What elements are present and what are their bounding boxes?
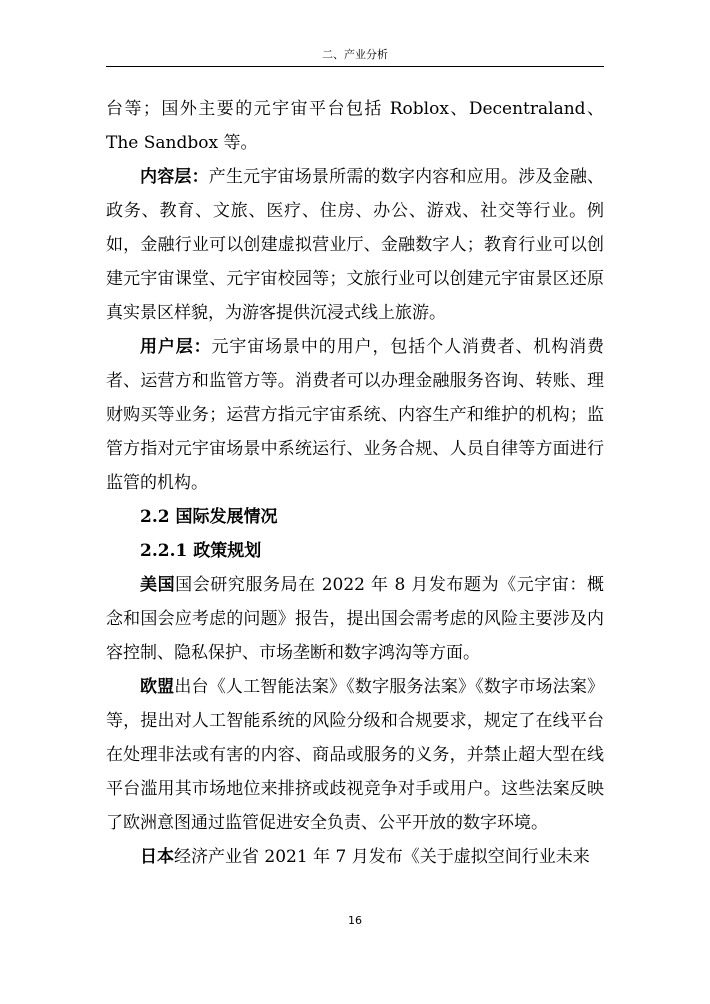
content-layer-paragraph bbox=[106, 160, 604, 330]
section-heading-2-2: 2.2 国际发展情况 bbox=[140, 507, 278, 527]
user-layer-term: 用户层： bbox=[140, 337, 212, 357]
content-layer-term: 内容层： bbox=[140, 167, 209, 187]
user-layer-paragraph bbox=[106, 330, 604, 500]
content-layer-text: 产生元宇宙场景所需的数字内容和应用。涉及金融、政务、教育、文旅、医疗、住房、办公、游戏、社交等行业。例如，金融行业可以创建虚拟营业厅、金融数字人；教育行业可以创建元宇宙课堂、元宇宙校园等；文旅行业可以创建元宇宙景区还原真实景区样貌，为游客提供沉浸式线上旅游。 bbox=[106, 167, 605, 323]
japan-term: 日本 bbox=[140, 847, 174, 867]
usa-text: 国会研究服务局在 2022 年 8 月发布题为《元宇宙：概念和国会应考虑的问题》报告，提出国会需考虑的风险主要涉及内容控制、隐私保护、市场垄断和数字鸿沟等方面。 bbox=[106, 575, 605, 663]
page-number: 16 bbox=[348, 914, 362, 927]
user-layer-text: 元宇宙场景中的用户，包括个人消费者、机构消费者、运营方和监管方等。消费者可以办理金融服务咨询、转账、理财购买等业务；运营方指元宇宙系统、内容生产和维护的机构；监管方指对元宇宙场景中系统运行、业务合规、人员自律等方面进行监管的机构。 bbox=[106, 337, 605, 493]
header-rule bbox=[106, 66, 604, 67]
japan-text: 经济产业省 2021 年 7 月发布《关于虚拟空间行业未来 bbox=[174, 847, 590, 867]
page-header: 二、产业分析 bbox=[322, 48, 388, 61]
section-heading-2-2-1: 2.2.1 政策规划 bbox=[140, 541, 262, 561]
japan-paragraph bbox=[106, 840, 604, 874]
intro-paragraph: 台等；国外主要的元宇宙平台包括 Roblox、Decentraland、The Sandbox 等。 bbox=[106, 99, 604, 153]
usa-paragraph bbox=[106, 568, 604, 670]
page-body bbox=[106, 92, 604, 874]
eu-paragraph bbox=[106, 670, 604, 840]
eu-term: 欧盟 bbox=[140, 677, 175, 697]
usa-term: 美国 bbox=[140, 575, 176, 595]
eu-text: 出台《人工智能法案》《数字服务法案》《数字市场法案》等，提出对人工智能系统的风险分级和合规要求，规定了在线平台在处理非法或有害的内容、商品或服务的义务，并禁止超大型在线平台滥用其市场地位来排挤或歧视竞争对手或用户。这些法案反映了欧洲意图通过监管促进安全负责、公平开放的数字环境。 bbox=[106, 677, 605, 833]
